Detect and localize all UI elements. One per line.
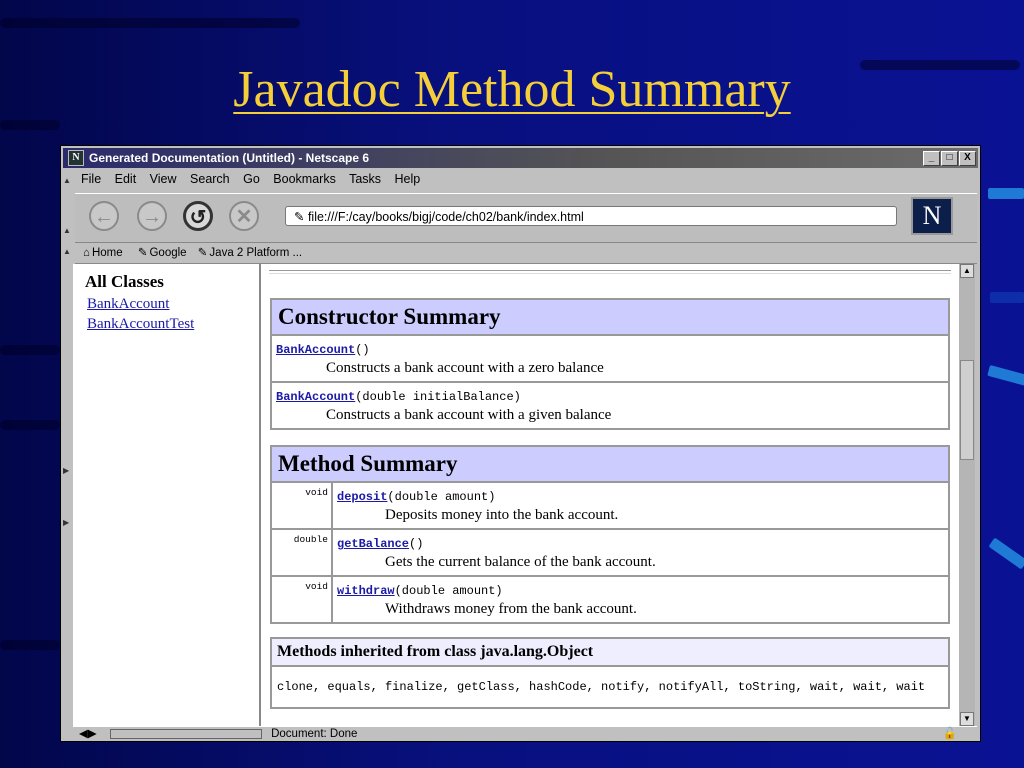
menu-go[interactable]: Go (243, 172, 260, 186)
java-platform-bookmark[interactable]: Java 2 Platform ... (209, 247, 303, 259)
home-icon: ⌂ (83, 247, 90, 259)
method-params: (double amount) (387, 490, 496, 504)
navbar-grip-icon[interactable]: ▲ (63, 226, 71, 235)
class-link-bankaccounttest[interactable]: BankAccountTest (87, 316, 195, 332)
inherited-methods-table (270, 637, 950, 709)
constructor-description: Constructs a bank account with a zero balance (326, 360, 604, 376)
method-params: (double amount) (394, 584, 503, 598)
class-doc-frame (261, 264, 959, 726)
table-row (271, 382, 949, 429)
window-title: Generated Documentation (Untitled) - Netscape 6 (89, 151, 370, 165)
method-description: Withdraws money from the bank account. (385, 601, 637, 617)
constructor-params: (double initialBalance) (355, 390, 521, 404)
forward-button[interactable]: → (137, 201, 167, 231)
slide-title: Javadoc Method Summary (233, 61, 791, 118)
constructor-params: () (355, 343, 370, 357)
class-list-frame (73, 264, 261, 726)
page-proxy-icon: ✎ (294, 210, 308, 224)
window-titlebar[interactable] (63, 148, 978, 168)
method-link-withdraw[interactable]: withdraw (337, 584, 395, 598)
all-classes-heading: All Classes (85, 272, 164, 291)
method-description: Gets the current balance of the bank account. (385, 554, 656, 570)
stop-button[interactable]: ✕ (229, 201, 259, 231)
bg-stripe (0, 120, 60, 130)
constructor-description: Constructs a bank account with a given balance (326, 407, 612, 423)
table-row (271, 529, 949, 576)
class-link-bankaccount[interactable]: BankAccount (87, 296, 170, 312)
bg-stripe (0, 420, 60, 430)
table-row (271, 335, 949, 382)
bg-stripe (0, 345, 60, 355)
vertical-scrollbar[interactable] (959, 264, 975, 726)
table-row (271, 576, 949, 623)
personal-toolbar-grip-icon[interactable]: ▲ (63, 247, 71, 256)
constructor-link[interactable]: BankAccount (276, 390, 356, 404)
sidebar-toggle-icon[interactable]: ▶ (63, 518, 70, 527)
bg-stripe (0, 18, 300, 28)
menu-bookmarks[interactable]: Bookmarks (273, 172, 336, 186)
method-link-deposit[interactable]: deposit (337, 490, 388, 504)
netscape-logo[interactable]: N (911, 197, 953, 235)
browser-window (60, 145, 981, 742)
menu-help[interactable]: Help (394, 172, 421, 186)
decor-bar (988, 188, 1024, 199)
constructor-summary-table (270, 298, 950, 430)
method-link-getbalance[interactable]: getBalance (337, 537, 410, 551)
maximize-button[interactable]: □ (941, 151, 958, 166)
back-button[interactable]: ← (89, 201, 119, 231)
menu-tasks[interactable]: Tasks (349, 172, 382, 186)
method-description: Deposits money into the bank account. (385, 507, 619, 523)
constructor-summary-heading: Constructor Summary (271, 299, 949, 335)
inherited-methods-list: clone, equals, finalize, getClass, hashCode, notify, notifyAll, toString, wait, wait, wait (271, 666, 949, 708)
google-bookmark[interactable]: Google (149, 247, 187, 259)
menubar-grip-icon[interactable]: ▲ (63, 176, 71, 185)
constructor-link[interactable]: BankAccount (276, 343, 356, 357)
return-type: void (271, 576, 332, 623)
status-bar (73, 726, 977, 742)
menu-view[interactable]: View (149, 172, 177, 186)
progress-meter (110, 729, 262, 739)
return-type: double (271, 529, 332, 576)
bg-stripe (0, 640, 60, 650)
scroll-down-icon[interactable]: ▼ (960, 712, 974, 726)
menu-search[interactable]: Search (190, 172, 230, 186)
url-field[interactable] (285, 206, 897, 226)
bookmark-icon: ✎ (197, 247, 208, 259)
personal-toolbar (75, 243, 977, 264)
table-row (271, 482, 949, 529)
scroll-thumb[interactable] (960, 360, 974, 460)
menu-bar (81, 172, 430, 190)
horizontal-rule (269, 270, 951, 274)
bookmark-icon: ✎ (137, 247, 148, 259)
method-params: () (409, 537, 424, 551)
method-summary-heading: Method Summary (271, 446, 949, 482)
menu-edit[interactable]: Edit (114, 172, 137, 186)
menu-file[interactable]: File (81, 172, 102, 186)
close-button[interactable]: X (959, 151, 976, 166)
sidebar-toggle-icon[interactable]: ▶ (63, 466, 70, 475)
netscape-icon: N (68, 150, 84, 166)
scroll-up-icon[interactable]: ▲ (960, 264, 974, 278)
reload-button[interactable]: ↺ (183, 201, 213, 231)
security-lock-icon[interactable]: 🔓 (942, 728, 957, 740)
home-button[interactable]: Home (91, 247, 123, 259)
return-type: void (271, 482, 332, 529)
minimize-button[interactable]: _ (923, 151, 940, 166)
method-summary-table (270, 445, 950, 624)
connection-icon: ◀▶ (79, 728, 97, 740)
url-text: file:///F:/cay/books/bigj/code/ch02/bank/index.html (307, 210, 584, 224)
decor-bar (990, 292, 1024, 303)
status-text: Document: Done (271, 728, 358, 740)
navigation-toolbar (75, 193, 977, 243)
inherited-methods-heading: Methods inherited from class java.lang.Object (271, 638, 949, 666)
